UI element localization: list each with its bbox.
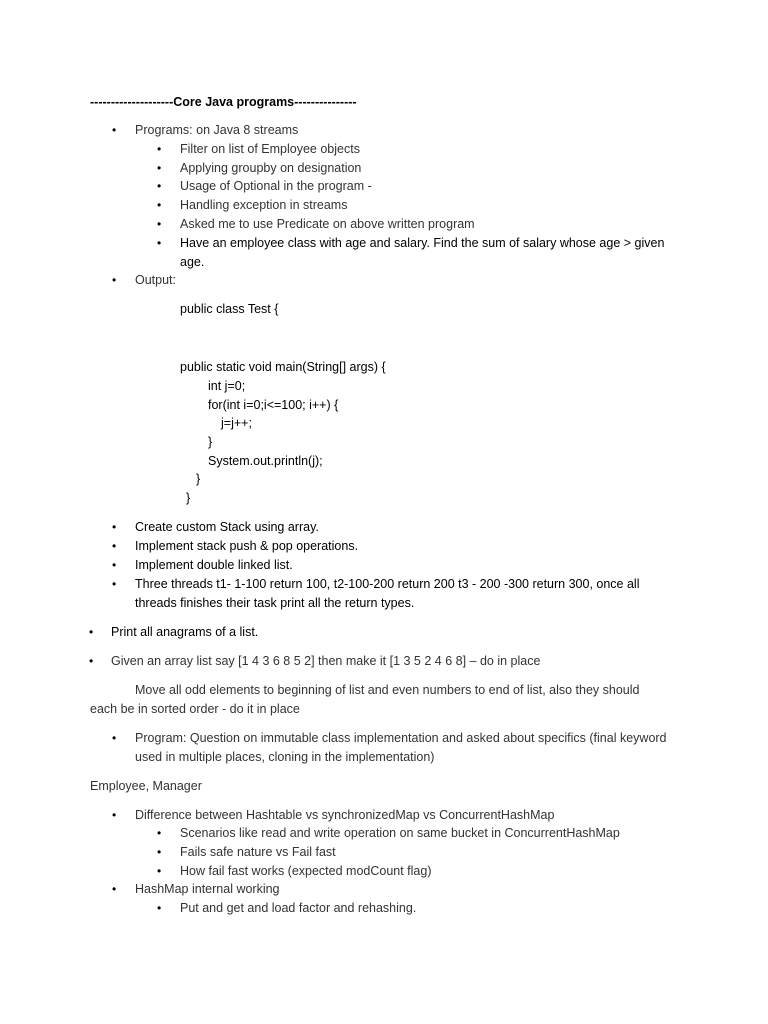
code-line: } — [196, 472, 201, 486]
list-item: HashMap internal working — [135, 882, 280, 896]
bullet-icon: • — [157, 845, 162, 859]
bullet-icon: • — [112, 123, 117, 137]
sub-list-item: Filter on list of Employee objects — [180, 142, 360, 156]
bullet-icon: • — [157, 142, 162, 156]
bullet-icon: • — [112, 882, 117, 896]
bullet-icon: • — [157, 864, 162, 878]
list-item: Given an array list say [1 4 3 6 8 5 2] then make it [1 3 5 2 4 6 8] – do in place — [111, 654, 541, 668]
list-item: Program: Question on immutable class implementation and asked about specifics (final keyword — [135, 731, 667, 745]
bullet-icon: • — [157, 826, 162, 840]
bullet-icon: • — [112, 558, 117, 572]
list-item: Implement stack push & pop operations. — [135, 539, 359, 553]
list-item: Difference between Hashtable vs synchronizedMap vs ConcurrentHashMap — [135, 808, 555, 822]
list-item: Print all anagrams of a list. — [111, 625, 259, 639]
bullet-icon: • — [157, 179, 162, 193]
sub-list-item: Have an employee class with age and salary. Find the sum of salary whose age > given — [180, 236, 665, 250]
sub-list-item: Scenarios like read and write operation on same bucket in ConcurrentHashMap — [180, 826, 620, 840]
code-line: System.out.println(j); — [208, 454, 323, 468]
code-line: public class Test { — [180, 302, 279, 316]
bullet-icon: • — [157, 236, 162, 250]
sub-list-item: Asked me to use Predicate on above written program — [180, 217, 475, 231]
code-line: for(int i=0;i<=100; i++) { — [208, 398, 339, 412]
page-title: --------------------Core Java programs--------------- — [90, 95, 357, 109]
code-line: int j=0; — [208, 379, 246, 393]
bullet-icon: • — [112, 577, 117, 591]
paragraph-line: Employee, Manager — [90, 779, 202, 793]
sub-list-item-continued: age. — [180, 255, 205, 269]
sub-list-item: Applying groupby on designation — [180, 161, 362, 175]
list-item: Create custom Stack using array. — [135, 520, 319, 534]
list-item-continued: threads finishes their task print all the return types. — [135, 596, 415, 610]
bullet-icon: • — [89, 625, 94, 639]
sub-list-item: How fail fast works (expected modCount flag) — [180, 864, 432, 878]
code-line: public static void main(String[] args) { — [180, 360, 386, 374]
bullet-icon: • — [157, 161, 162, 175]
bullet-icon: • — [112, 808, 117, 822]
bullet-icon: • — [112, 731, 117, 745]
sub-list-item: Put and get and load factor and rehashing. — [180, 901, 417, 915]
sub-list-item: Fails safe nature vs Fail fast — [180, 845, 336, 859]
bullet-icon: • — [89, 654, 94, 668]
list-item-continued: used in multiple places, cloning in the implementation) — [135, 750, 435, 764]
bullet-icon: • — [112, 539, 117, 553]
list-item: Three threads t1- 1-100 return 100, t2-100-200 return 200 t3 - 200 -300 return 300, once all — [135, 577, 640, 591]
bullet-icon: • — [112, 520, 117, 534]
paragraph-line: each be in sorted order - do it in place — [90, 702, 300, 716]
list-item: Output: — [135, 273, 176, 287]
code-line: } — [208, 435, 213, 449]
code-line: } — [186, 491, 191, 505]
list-item: Programs: on Java 8 streams — [135, 123, 299, 137]
code-line: j=j++; — [221, 416, 252, 430]
list-item: Implement double linked list. — [135, 558, 293, 572]
paragraph-line: Move all odd elements to beginning of list and even numbers to end of list, also they should — [135, 683, 640, 697]
sub-list-item: Handling exception in streams — [180, 198, 348, 212]
bullet-icon: • — [157, 901, 162, 915]
bullet-icon: • — [112, 273, 117, 287]
sub-list-item: Usage of Optional in the program - — [180, 179, 372, 193]
bullet-icon: • — [157, 198, 162, 212]
bullet-icon: • — [157, 217, 162, 231]
